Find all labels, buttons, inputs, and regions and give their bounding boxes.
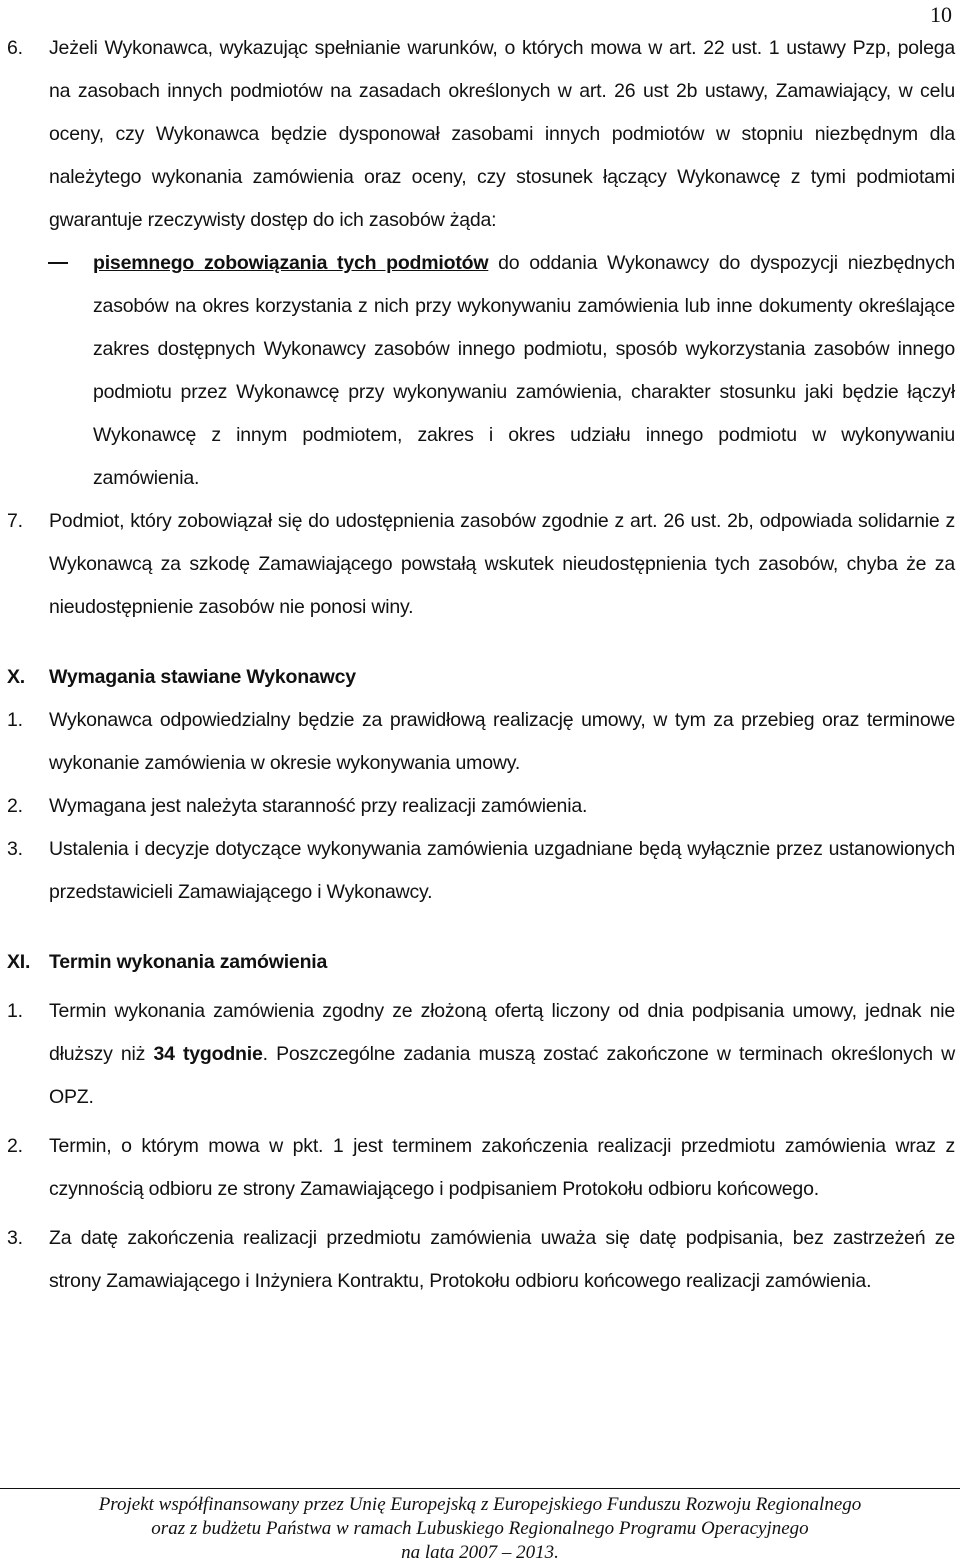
dash-item-text: do oddania Wykonawcy do dyspozycji niezbędnych zasobów na okres korzystania z nich przy wykonywaniu zamówienia lub inne dokumenty określające zakres dostępnych Wykonawcy zasobów innego podmiotu, sposób wykorzystania zasobów innego podmiotu przez Wykonawcę przy wykonywaniu zamówienia, charakter stosunku jaki będzie łączył Wykonawcę z innym podmiotem, zakres i okres udziału innego podmiotu w wykonywaniu zamówienia. (93, 252, 956, 489)
page-footer (0, 1488, 960, 1565)
item-text: Wymagana jest należyta staranność przy realizacji zamówienia. (49, 795, 588, 817)
item-text: Ustalenia i decyzje dotyczące wykonywania zamówienia uzgadniane będą wyłącznie przez ustanowionych przedstawicieli Zamawiającego i Wykonawcy. (49, 838, 955, 903)
item-text: Termin, o którym mowa w pkt. 1 jest terminem zakończenia realizacji przedmiotu zamówienia wraz z czynnością odbioru ze strony Zamawiającego i podpisaniem Protokołu odbioru końcowego. (49, 1135, 955, 1200)
footer-line: Projekt współfinansowany przez Unię Europejską z Europejskiego Funduszu Rozwoju Regionalnego (98, 1494, 862, 1515)
item-number: 7. (7, 510, 23, 532)
list-item-6 (0, 27, 960, 242)
section-number: XI. (7, 951, 31, 973)
dash-list-item (0, 242, 960, 500)
underlined-bold-text: pisemnego zobowiązania tych podmiotów (93, 252, 489, 274)
list-item (0, 990, 960, 1119)
list-item (0, 1125, 960, 1211)
footer-line: oraz z budżetu Państwa w ramach Lubuskiego Regionalnego Programu Operacyjnego (151, 1518, 809, 1539)
item-number: 2. (7, 795, 23, 817)
section-number: X. (7, 666, 26, 688)
item-text: . Poszczególne zadania muszą zostać zakończone w terminach określonych w OPZ. (49, 1043, 956, 1108)
list-item (0, 828, 960, 914)
item-text: Jeżeli Wykonawca, wykazując spełnianie warunków, o których mowa w art. 22 ust. 1 ustawy Pzp, polega na zasobach innych podmiotów na zasadach określonych w art. 26 ust 2b ustawy, Zamawiający, w celu oceny, czy Wykonawca będzie dysponował zasobami innych podmiotów w stopniu niezbędnym dla należytego wykonania zamówienia oraz oceny, czy stosunek łączący Wykonawcę z tymi podmiotami gwarantuje rzeczywisty dostęp do ich zasobów żąda: (49, 37, 955, 231)
item-number: 3. (7, 1227, 23, 1249)
document-body (0, 27, 960, 1303)
list-item (0, 785, 960, 828)
section-heading-xi (0, 941, 960, 984)
item-number: 6. (7, 37, 23, 59)
item-number: 2. (7, 1135, 23, 1157)
section-title: Wymagania stawiane Wykonawcy (49, 666, 356, 688)
footer-line: na lata 2007 – 2013. (401, 1542, 559, 1563)
item-number: 3. (7, 838, 23, 860)
item-number: 1. (7, 1000, 23, 1022)
section-title: Termin wykonania zamówienia (49, 951, 328, 973)
list-item (0, 1217, 960, 1303)
section-heading-x (0, 656, 960, 699)
item-number: 1. (7, 709, 23, 731)
page-number: 10 (930, 2, 952, 27)
list-item (0, 699, 960, 785)
item-text: Za datę zakończenia realizacji przedmiotu zamówienia uważa się datę podpisania, bez zastrzeżeń ze strony Zamawiającego i Inżyniera Kontraktu, Protokołu odbioru końcowego realizacji zamówienia. (49, 1227, 955, 1292)
item-text: Wykonawca odpowiedzialny będzie za prawidłową realizację umowy, w tym za przebieg oraz terminowe wykonanie zamówienia w okresie wykonywania umowy. (49, 709, 955, 774)
deadline-bold-text: 34 tygodnie (153, 1043, 263, 1065)
list-item-7 (0, 500, 960, 629)
item-text: Termin wykonania zamówienia zgodny ze złożoną ofertą liczony od dnia podpisania umowy, jednak nie dłuższy niż (49, 1000, 955, 1065)
dash-bullet-icon (48, 262, 68, 264)
item-text: Podmiot, który zobowiązał się do udostępnienia zasobów zgodnie z art. 26 ust. 2b, odpowiada solidarnie z Wykonawcą za szkodę Zamawiającego powstałą wskutek nieudostępnienia tych zasobów, chyba że za nieudostępnienie zasobów nie ponosi winy. (49, 510, 955, 618)
